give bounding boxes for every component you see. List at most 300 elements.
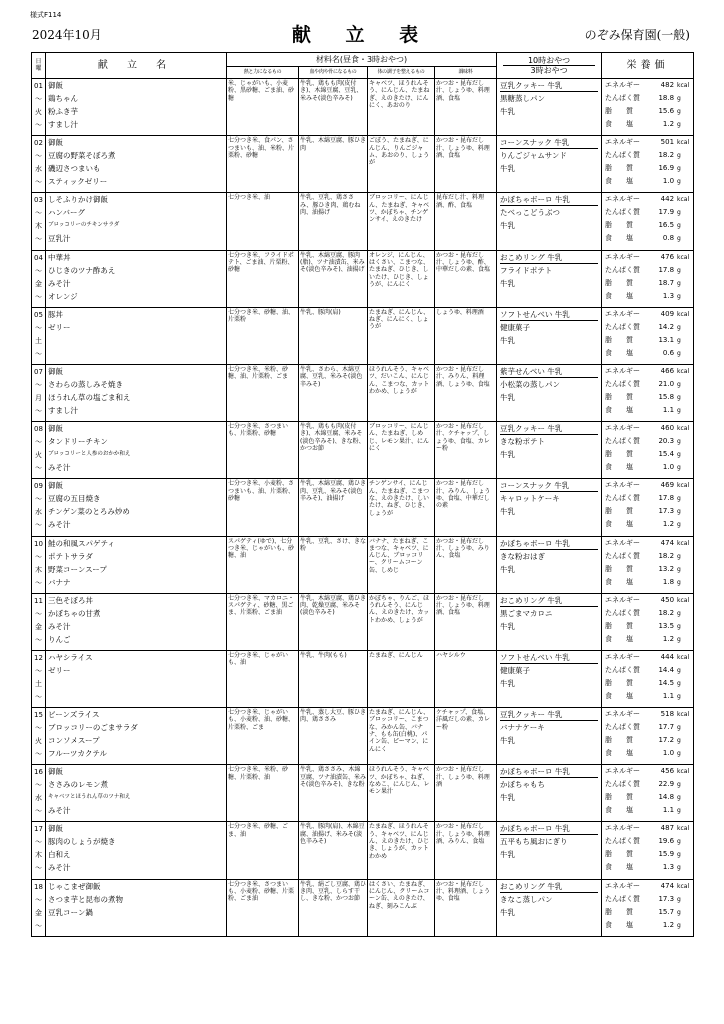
day-weekday: 金: [35, 622, 42, 631]
dish-name: 御飯: [48, 481, 63, 491]
nutrition-unit: g: [677, 95, 681, 102]
ingredient-body: 牛乳、木綿豆腐、豚肉(脂)、ツナ油漬缶、米みそ(淡色辛みそ)、油揚げ: [299, 250, 368, 307]
dish-name: 三色そぼろ丼: [48, 595, 93, 605]
dish-name: [48, 347, 224, 360]
nutrition-protein: [605, 893, 690, 906]
dish-name: 鶏ちゃん: [48, 94, 78, 103]
nutrition-unit: g: [677, 908, 681, 916]
nutrition-cell: [602, 708, 694, 765]
nutrition-fat: [605, 505, 690, 518]
nutrition-number: 0.8: [662, 234, 675, 243]
nutrition-value: [658, 105, 690, 118]
nutrition-value: [658, 778, 690, 791]
nutrition-salt: [605, 633, 690, 646]
nutrition-number: 14.5: [658, 678, 675, 687]
nutrition-unit: kcal: [677, 482, 690, 490]
nutrition-unit: kcal: [677, 82, 690, 89]
snack-cell: [497, 536, 602, 593]
dish-name: みそ汁: [48, 278, 71, 288]
ingredient-seasoning: かつお・昆布だし汁、しょうゆ、料理酒、食塩: [435, 136, 497, 193]
nutrition-fat: [605, 677, 690, 690]
nutrition-label: たんぱく質: [605, 379, 641, 388]
ingredient-energy: 七分つき米、フライドポテト、ごま油、片栗粉、砂糖: [227, 250, 299, 307]
nutrition-unit: g: [677, 666, 681, 674]
nutrition-number: 13.5: [658, 621, 675, 630]
nutrition-unit: g: [677, 781, 681, 789]
nutrition-number: 442: [660, 195, 675, 204]
day-weekday: 水: [35, 508, 42, 517]
snack-morning: コーンスナック 牛乳: [500, 479, 598, 492]
nutrition-unit: g: [677, 393, 681, 401]
nutrition-label: エネルギー: [605, 595, 641, 604]
nutrition-label: 脂 質: [605, 907, 634, 916]
nutrition-value: [663, 404, 690, 417]
nutrition-protein: [605, 550, 690, 563]
dish-cell: [46, 536, 227, 593]
day-weekday: 火: [35, 451, 42, 460]
nutrition-value: [658, 435, 690, 448]
dish-name: 豆腐の野菜そぼろ煮: [48, 151, 116, 161]
nutrition-value: [661, 880, 690, 893]
nutrition-number: 18.8: [658, 94, 675, 102]
day-date: 05: [34, 310, 43, 319]
snack-afternoon-drink: 牛乳: [500, 736, 516, 746]
nutrition-label: 脂 質: [605, 621, 634, 630]
nutrition-label: 食 塩: [605, 177, 634, 186]
day-cell: [32, 136, 46, 193]
nutrition-unit: g: [677, 737, 681, 745]
snack-afternoon-drink: 牛乳: [500, 621, 516, 631]
day-dash: ～: [35, 323, 42, 332]
nutrition-cell: [602, 879, 694, 936]
nutrition-cell: [602, 79, 694, 136]
day-dash: ～: [35, 292, 42, 301]
nutrition-number: 474: [660, 538, 675, 547]
nutrition-unit: g: [677, 679, 681, 687]
nutrition-cell: [602, 650, 694, 707]
ingredient-body: 牛乳、蒸し大豆、豚ひき肉、鶏ささみ: [299, 708, 368, 765]
snack-morning: おこめリング 牛乳: [500, 880, 598, 893]
nutrition-salt: [605, 919, 690, 932]
snack-afternoon-drink: 牛乳: [500, 450, 516, 460]
ingredient-seasoning: かつお・昆布だし汁、しょうゆ、酢、中華だしの素、食塩: [435, 250, 497, 307]
snack-morning: 豆乳クッキー 牛乳: [500, 708, 598, 721]
snack-morning: かぼちゃボーロ 牛乳: [500, 537, 598, 550]
nutrition-protein: [605, 778, 690, 791]
nutrition-unit: g: [677, 495, 681, 503]
nutrition-value: [663, 290, 690, 303]
nutrition-value: [658, 607, 690, 620]
day-dash: ～: [35, 152, 42, 161]
nutrition-value: [661, 822, 690, 835]
dish-name: 御飯: [48, 138, 63, 148]
ingredient-energy: 七分つき米、さつまいも、小麦粉、砂糖、片栗粉、ごま油: [227, 879, 299, 936]
day-dash: ～: [35, 495, 42, 504]
dish-cell: [46, 193, 227, 250]
snack-cell: [497, 650, 602, 707]
ingredient-seasoning: かつお・昆布だし汁、みりん、しょうゆ、食塩、中華だしの素: [435, 479, 497, 536]
day-dash: ～: [35, 95, 42, 103]
nutrition-fat: [605, 219, 690, 232]
nutrition-salt: [605, 347, 690, 360]
snack-afternoon-drink: 牛乳: [500, 907, 516, 917]
nutrition-unit: g: [677, 864, 681, 872]
nutrition-unit: g: [677, 921, 681, 929]
day-date: 12: [34, 653, 43, 662]
nutrition-unit: g: [677, 807, 681, 815]
day-dash: ～: [35, 552, 42, 561]
day-weekday: 木: [35, 851, 42, 860]
dish-name: じゃこまぜ御飯: [48, 881, 101, 891]
day-dash: ～: [35, 666, 42, 675]
nutrition-salt: [605, 175, 690, 188]
day-date: 16: [34, 768, 43, 777]
snack-cell: [497, 250, 602, 307]
day-date: 08: [34, 425, 43, 434]
nutrition-number: 0.6: [662, 348, 675, 357]
nutrition-label: 食 塩: [605, 577, 634, 586]
snack-afternoon: きな粉おはぎ: [500, 551, 546, 561]
nutrition-fat: [605, 620, 690, 633]
day-date: 07: [34, 367, 43, 376]
nutrition-label: たんぱく質: [605, 494, 641, 503]
nutrition-value: [663, 118, 690, 131]
day-weekday: 木: [35, 222, 42, 231]
nutrition-unit: g: [677, 438, 681, 446]
day-cell: [32, 822, 46, 879]
nutrition-label: 脂 質: [605, 507, 634, 516]
snack-afternoon: きなこ蒸しパン: [500, 894, 553, 904]
menu-row: [32, 879, 694, 936]
nutrition-fat: [605, 563, 690, 576]
ingredient-energy: 七分つき米、マカロニ・スパゲティ、砂糖、黒ごま、片栗粉、ごま油: [227, 593, 299, 650]
nutrition-number: 1.2: [662, 634, 675, 643]
nutrition-cell: [602, 593, 694, 650]
day-dash: ～: [35, 438, 42, 447]
header-dishes: 献 立 名: [46, 53, 227, 79]
nutrition-unit: g: [677, 108, 681, 115]
nutrition-fat: [605, 277, 690, 290]
dish-cell: [46, 250, 227, 307]
nutrition-label: 脂 質: [605, 678, 634, 687]
day-weekday: 火: [35, 737, 42, 746]
nutrition-cell: [602, 479, 694, 536]
nutrition-value: [661, 479, 690, 492]
nutrition-number: 17.8: [658, 494, 675, 503]
nutrition-unit: kcal: [677, 596, 690, 604]
nutrition-unit: g: [677, 336, 681, 344]
snack-afternoon: 黒糖蒸しパン: [500, 94, 546, 103]
nutrition-energy: [605, 251, 690, 264]
form-number: 様式F114: [30, 11, 62, 19]
menu-row: [32, 422, 694, 479]
snack-afternoon: かぼちゃもち: [500, 780, 546, 790]
day-cell: [32, 708, 46, 765]
nutrition-number: 460: [660, 424, 675, 433]
day-weekday: 火: [35, 108, 42, 116]
nutrition-unit: g: [677, 750, 681, 758]
nutrition-number: 16.9: [658, 164, 675, 173]
ingredient-energy: スパゲティ(ゆで)、七分つき米、じゃがいも、砂糖、油: [227, 536, 299, 593]
dish-cell: [46, 765, 227, 822]
nutrition-fat: [605, 734, 690, 747]
day-cell: [32, 479, 46, 536]
day-dash: ～: [35, 692, 42, 701]
dish-name: ブロッコリーのごまサラダ: [48, 723, 138, 733]
nutrition-fat: [605, 105, 690, 118]
dish-cell: [46, 364, 227, 421]
nutrition-label: たんぱく質: [605, 665, 641, 674]
dish-name: すまし汁: [48, 405, 78, 415]
nutrition-number: 469: [660, 481, 675, 490]
nutrition-value: [663, 919, 690, 932]
menu-row: [32, 364, 694, 421]
snack-afternoon-drink: 牛乳: [500, 164, 516, 174]
dish-name: 豆腐の五目焼き: [48, 494, 101, 504]
day-cell: [32, 79, 46, 136]
ingredient-condition: ほうれんそう、キャベツ、かぼちゃ、ねぎ、なめこ、にんじん、レモン果汁: [368, 765, 435, 822]
nutrition-number: 18.2: [658, 608, 675, 617]
nutrition-unit: g: [677, 794, 681, 802]
dish-name: みそ汁: [48, 863, 71, 873]
day-dash: ～: [35, 921, 42, 930]
nutrition-salt: [605, 747, 690, 760]
nutrition-label: 食 塩: [605, 405, 634, 414]
nutrition-number: 450: [660, 595, 675, 604]
snack-afternoon: りんごジャムサンド: [500, 151, 567, 161]
ingredient-energy: 七分つき米、砂糖、油、片栗粉: [227, 307, 299, 364]
snack-cell: [497, 307, 602, 364]
nutrition-value: [661, 594, 690, 607]
nutrition-energy: [605, 708, 690, 721]
nutrition-value: [663, 347, 690, 360]
nutrition-energy: [605, 479, 690, 492]
nutrition-number: 1.1: [662, 405, 675, 414]
day-weekday: 木: [35, 565, 42, 574]
day-date: 11: [34, 596, 43, 605]
snack-morning: 豆乳クッキー 牛乳: [500, 422, 598, 435]
nutrition-number: 18.2: [658, 151, 675, 160]
nutrition-unit: kcal: [677, 825, 690, 833]
nutrition-number: 17.9: [658, 208, 675, 217]
nutrition-value: [663, 518, 690, 531]
day-cell: [32, 422, 46, 479]
dish-name: かぼちゃの甘煮: [48, 608, 101, 618]
nutrition-label: エネルギー: [605, 481, 641, 490]
nutrition-fat: [605, 448, 690, 461]
nutrition-number: 18.7: [658, 278, 675, 287]
menu-row: [32, 765, 694, 822]
nutrition-value: [658, 791, 690, 804]
day-date: 04: [34, 253, 43, 262]
day-dash: ～: [35, 406, 42, 415]
day-weekday: 金: [35, 908, 42, 917]
dish-name: みそ汁: [48, 463, 71, 473]
nutrition-value: [658, 149, 690, 162]
snack-morning: おこめリング 牛乳: [500, 251, 598, 264]
nutrition-number: 456: [660, 767, 675, 776]
day-weekday: 水: [35, 165, 42, 174]
snack-afternoon-drink: 牛乳: [500, 507, 516, 517]
nutrition-value: [658, 835, 690, 848]
nutrition-value: [658, 277, 690, 290]
dish-name: みそ汁: [48, 520, 71, 530]
ingredient-seasoning: かつお・昆布だし汁、しょうゆ、料理酒、食塩: [435, 593, 497, 650]
day-dash: ～: [35, 266, 42, 275]
nutrition-value: [663, 861, 690, 874]
nutrition-label: エネルギー: [605, 309, 641, 318]
nutrition-unit: g: [677, 451, 681, 459]
ingredient-energy: 七分つき米、じゃがいも、油: [227, 650, 299, 707]
day-dash: ～: [35, 750, 42, 759]
nutrition-value: [658, 563, 690, 576]
nutrition-value: [661, 308, 690, 321]
day-weekday: 金: [35, 279, 42, 288]
nutrition-value: [661, 708, 690, 721]
nutrition-unit: g: [677, 635, 681, 643]
nutrition-label: 食 塩: [605, 348, 634, 357]
nutrition-protein: [605, 92, 690, 105]
nutrition-value: [658, 550, 690, 563]
nutrition-label: エネルギー: [605, 81, 641, 89]
dish-cell: [46, 822, 227, 879]
snack-afternoon: 健康菓子: [500, 322, 531, 332]
nutrition-unit: g: [677, 521, 681, 529]
snack-cell: [497, 136, 602, 193]
nutrition-number: 17.8: [658, 265, 675, 274]
dish-cell: [46, 879, 227, 936]
ingredient-body: 牛乳、豚肉(肩)、木綿豆腐、油揚げ、米みそ(淡色辛みそ): [299, 822, 368, 879]
nutrition-label: エネルギー: [605, 767, 641, 776]
day-date: 09: [34, 482, 43, 491]
ingredient-energy: 七分つき米、油: [227, 193, 299, 250]
nutrition-label: 食 塩: [605, 463, 634, 472]
nutrition-label: エネルギー: [605, 195, 641, 204]
nutrition-number: 15.4: [658, 450, 675, 459]
nutrition-energy: [605, 765, 690, 778]
snack-morning: かぼちゃボーロ 牛乳: [500, 193, 598, 206]
dish-name: ささみのレモン煮: [48, 780, 108, 790]
dish-name: オレンジ: [48, 291, 78, 301]
nutrition-value: [658, 677, 690, 690]
nutrition-unit: g: [677, 292, 681, 300]
snack-cell: [497, 422, 602, 479]
header-ing-energy: 熱と力になるもの: [227, 67, 299, 79]
day-dash: ～: [35, 349, 42, 358]
nutrition-value: [658, 734, 690, 747]
nutrition-unit: g: [677, 235, 681, 243]
ingredient-condition: オレンジ、にんじん、はくさい、こまつな、たまねぎ、ひじき、しいたけ、ひじき、しょうが、にんにく: [368, 250, 435, 307]
menu-row: [32, 193, 694, 250]
nutrition-value: [658, 391, 690, 404]
nutrition-cell: [602, 536, 694, 593]
nutrition-number: 1.0: [662, 177, 675, 186]
dish-cell: [46, 422, 227, 479]
day-cell: [32, 536, 46, 593]
nutrition-label: たんぱく質: [605, 151, 641, 160]
snack-afternoon-drink: 牛乳: [500, 392, 516, 402]
dish-name: タンドリーチキン: [48, 437, 108, 447]
nutrition-value: [661, 365, 690, 378]
menu-row: [32, 822, 694, 879]
nutrition-number: 14.2: [658, 322, 675, 331]
day-dash: ～: [35, 464, 42, 473]
nutrition-value: [658, 321, 690, 334]
day-date: 10: [34, 539, 43, 548]
nutrition-unit: kcal: [677, 425, 690, 433]
dish-name: [48, 919, 224, 932]
header-ing-condition: 体の調子を整えるもの: [368, 67, 435, 79]
nutrition-unit: g: [677, 464, 681, 472]
nutrition-label: たんぱく質: [605, 608, 641, 617]
nutrition-unit: g: [677, 121, 681, 128]
dish-name: コンソメスープ: [48, 736, 100, 746]
nutrition-number: 14.4: [658, 665, 675, 674]
nutrition-value: [663, 175, 690, 188]
day-cell: [32, 250, 46, 307]
ingredient-body: 牛乳、木綿豆腐、鶏ひき肉、乾燥豆腐、米みそ(淡色辛みそ): [299, 593, 368, 650]
snack-morning: ソフトせんべい 牛乳: [500, 651, 598, 664]
nutrition-number: 19.6: [658, 837, 675, 846]
nutrition-unit: g: [677, 266, 681, 274]
dish-name: 豆乳汁: [48, 234, 71, 244]
header-snack-am: 10時おやつ: [503, 56, 595, 66]
ingredient-body: 牛乳、木綿豆腐、豚ひき肉: [299, 136, 368, 193]
snack-afternoon-drink: 牛乳: [500, 221, 516, 231]
header-ing-body: 血や肉や骨になるもの: [299, 67, 368, 79]
nutrition-salt: [605, 690, 690, 703]
snack-afternoon-drink: 牛乳: [500, 278, 516, 288]
nutrition-number: 501: [660, 138, 675, 147]
nutrition-number: 1.8: [662, 577, 675, 586]
nutrition-protein: [605, 835, 690, 848]
nutrition-unit: kcal: [677, 367, 690, 375]
nutrition-energy: [605, 79, 690, 92]
day-dash: ～: [35, 838, 42, 847]
ingredient-body: 牛乳、豚肉(肩): [299, 307, 368, 364]
nutrition-unit: g: [677, 406, 681, 414]
dish-name: 豆乳コーン鍋: [48, 907, 93, 917]
menu-row: [32, 650, 694, 707]
day-dash: ～: [35, 380, 42, 389]
nutrition-energy: [605, 365, 690, 378]
ingredient-seasoning: かつお・昆布だし汁、しょうゆ、料理酒: [435, 765, 497, 822]
ingredient-body: 牛乳、豆乳、さけ、きな粉: [299, 536, 368, 593]
nutrition-energy: [605, 651, 690, 664]
day-dash: ～: [35, 635, 42, 644]
nutrition-label: 脂 質: [605, 392, 634, 401]
nutrition-energy: [605, 308, 690, 321]
nutrition-number: 474: [660, 881, 675, 890]
day-weekday: 土: [35, 336, 42, 345]
nutrition-energy: [605, 594, 690, 607]
nutrition-unit: g: [677, 609, 681, 617]
nutrition-label: エネルギー: [605, 652, 641, 661]
nutrition-unit: g: [677, 349, 681, 357]
snack-afternoon-drink: 牛乳: [500, 107, 516, 116]
nutrition-unit: g: [677, 724, 681, 732]
header-snack: [497, 53, 602, 79]
snack-afternoon: 小松菜の蒸しパン: [500, 379, 561, 389]
dish-name: ブロッコリーと人参のおかか和え: [48, 451, 131, 458]
nutrition-value: [658, 848, 690, 861]
nutrition-number: 21.0: [658, 379, 675, 388]
nutrition-cell: [602, 364, 694, 421]
nutrition-value: [658, 721, 690, 734]
dish-name: 鮭の和風スパゲティ: [48, 538, 115, 548]
nutrition-unit: kcal: [677, 653, 690, 661]
snack-afternoon-drink: 牛乳: [500, 678, 516, 688]
